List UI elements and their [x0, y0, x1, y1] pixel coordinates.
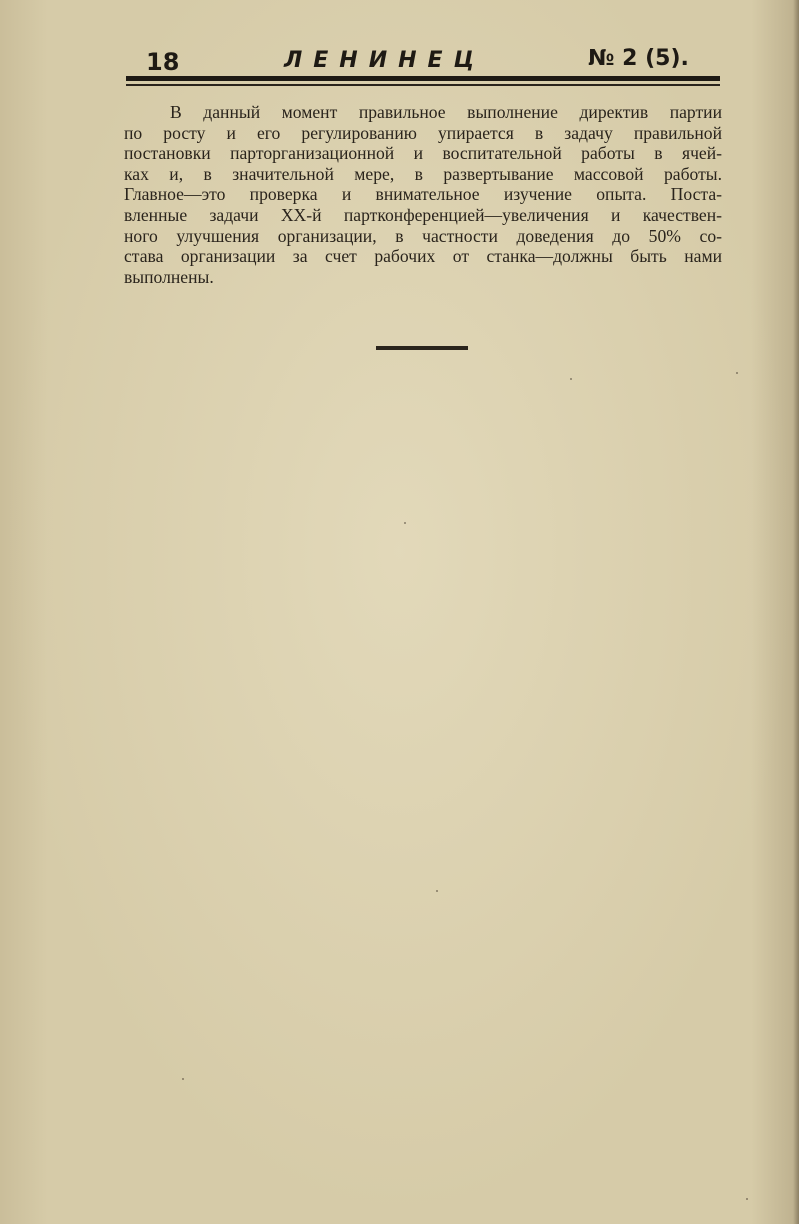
page-edge-shadow — [793, 0, 799, 1224]
text-line: Главное—это проверка и внимательное изучение опыта. Поста- — [124, 184, 722, 205]
text-line: по росту и его регулированию упирается в задачу правильной — [124, 122, 722, 143]
paper-speck — [746, 1198, 748, 1200]
text-line: В данный момент правильное выполнение директив партии — [170, 102, 722, 122]
issue-number: № 2 (5). — [588, 46, 689, 71]
text-line: става организации за счет рабочих от станка—должны быть нами — [124, 246, 722, 267]
magazine-title: ЛЕНИНЕЦ — [284, 48, 485, 73]
text-line: ках и, в значительной мере, в развертывание массовой работы. — [124, 163, 722, 184]
text-line: вленные задачи XX-й партконференцией—увеличения и качествен- — [124, 204, 722, 225]
header-rule-thin — [126, 84, 720, 86]
paper-speck — [436, 890, 438, 892]
article-paragraph — [124, 102, 722, 287]
running-header — [126, 44, 720, 78]
section-divider — [376, 346, 468, 350]
paper-speck — [182, 1078, 184, 1080]
page-number: 18 — [146, 48, 180, 76]
text-line: постановки парторганизационной и воспитательной работы в ячей- — [124, 143, 722, 164]
paper-speck — [736, 372, 738, 374]
paper-speck — [404, 522, 406, 524]
header-rule-thick — [126, 76, 720, 81]
text-line: ного улучшения организации, в частности доведения до 50% со- — [124, 225, 722, 246]
paper-speck — [570, 378, 572, 380]
text-line: выполнены. — [124, 266, 214, 287]
